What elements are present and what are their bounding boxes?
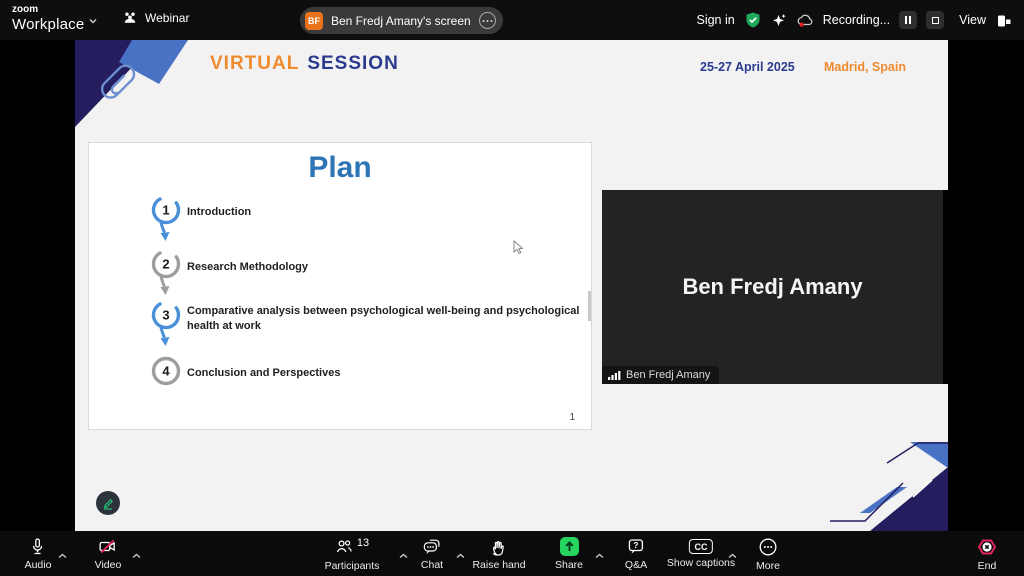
chat-label: Chat [420,559,444,571]
conference-title-session: SESSION [307,53,399,74]
mouse-cursor [513,240,524,255]
raise-hand-label: Raise hand [472,559,526,571]
plan-step-1-text: Introduction [187,206,252,218]
captions-label: Show captions [666,557,736,569]
workplace-menu-chevron-icon[interactable] [88,16,98,26]
video-button[interactable] [95,537,122,571]
svg-text:3: 3 [162,307,170,323]
captions-button[interactable] [667,537,735,569]
speaker-video-tile [602,190,943,384]
microphone-icon [28,537,48,556]
chat-button[interactable] [421,537,443,571]
svg-text:4: 4 [162,363,170,379]
slide-title: Plan [308,151,372,184]
conference-location: Madrid, Spain [824,60,906,74]
conference-title-virtual: VIRTUAL [210,53,300,74]
conference-dates: 25-27 April 2025 [700,60,795,74]
participants-label: Participants [324,560,380,572]
pencil-icon [101,496,115,510]
svg-text:1: 1 [162,202,170,218]
share-label: Share [554,559,584,571]
pause-recording-button[interactable] [899,11,917,29]
svg-text:?: ? [633,540,639,550]
audio-label: Audio [24,559,52,571]
end-button[interactable] [976,537,998,572]
audio-button[interactable] [25,537,52,571]
more-label: More [756,560,780,572]
chat-icon [422,537,442,556]
more-button[interactable] [756,537,780,572]
participants-options-chevron[interactable] [399,547,408,562]
security-shield-icon[interactable] [744,11,762,29]
annotate-button[interactable] [96,491,120,515]
shared-screen-content [75,40,948,531]
video-options-chevron[interactable] [132,547,141,562]
share-icon [560,537,579,556]
screen-options-icon[interactable] [479,12,496,29]
webinar-people-icon [122,10,138,25]
raise-hand-button[interactable] [472,537,525,571]
meeting-toolbar [0,531,1024,576]
presenter-initials-badge: BF [305,12,323,30]
webinar-indicator [122,10,189,25]
plan-step-2-icon [149,249,183,299]
slide-bottom-decoration [818,431,948,531]
view-button[interactable]: View [959,13,986,27]
recording-status: Recording... [822,13,891,27]
more-ellipsis-icon [758,537,778,557]
webinar-label: Webinar [145,10,190,25]
shared-screen-pill[interactable] [300,7,503,34]
audio-signal-icon [608,370,621,380]
ai-companion-sparkle-icon[interactable] [771,12,787,28]
plan-step-2-text: Research Methodology [187,261,309,273]
plan-step-1-icon [149,195,183,245]
brand-zoom: zoom [12,4,39,15]
end-label: End [977,560,997,572]
plan-step-3-icon [149,300,183,350]
audio-options-chevron[interactable] [58,547,67,562]
sign-in-link[interactable]: Sign in [696,13,735,27]
share-button[interactable] [555,537,583,571]
participants-icon [335,537,354,556]
share-options-chevron[interactable] [595,547,604,562]
participants-count: 13 [356,537,370,549]
qa-icon [626,537,646,556]
plan-step-4-text: Conclusion and Perspectives [187,367,341,379]
cc-icon: CC [689,539,713,554]
slide-corner-decoration [75,40,215,132]
top-bar [0,0,1024,40]
plan-step-4-icon [149,356,183,406]
presentation-slide [88,142,592,430]
cloud-recording-icon [796,12,814,29]
video-label: Video [94,559,122,571]
speaker-nameplate-text: Ben Fredj Amany [626,369,711,381]
speaker-video-region [602,190,948,384]
camera-off-icon [98,537,118,556]
view-layout-icon[interactable] [995,12,1012,29]
qa-button[interactable] [625,537,647,571]
conference-title [210,53,399,75]
raise-hand-icon [490,537,509,556]
zoom-workplace-logo [12,5,84,32]
brand-workplace: Workplace [12,16,85,33]
participants-button[interactable] [325,537,380,572]
end-call-icon [976,537,998,557]
speaker-name: Ben Fredj Amany [682,274,863,299]
captions-options-chevron[interactable] [728,547,737,562]
qa-label: Q&A [624,559,648,571]
shared-screen-title: Ben Fredj Amany's screen [331,13,471,28]
slide-page-number: 1 [569,412,575,423]
speaker-nameplate [602,366,719,384]
stop-recording-button[interactable] [926,11,944,29]
plan-step-3-text: Comparative analysis between psychological well-being and psychological health at work [187,305,580,332]
chat-options-chevron[interactable] [456,547,465,562]
slide-scrollbar-thumb[interactable] [588,291,591,321]
svg-text:2: 2 [162,256,170,272]
